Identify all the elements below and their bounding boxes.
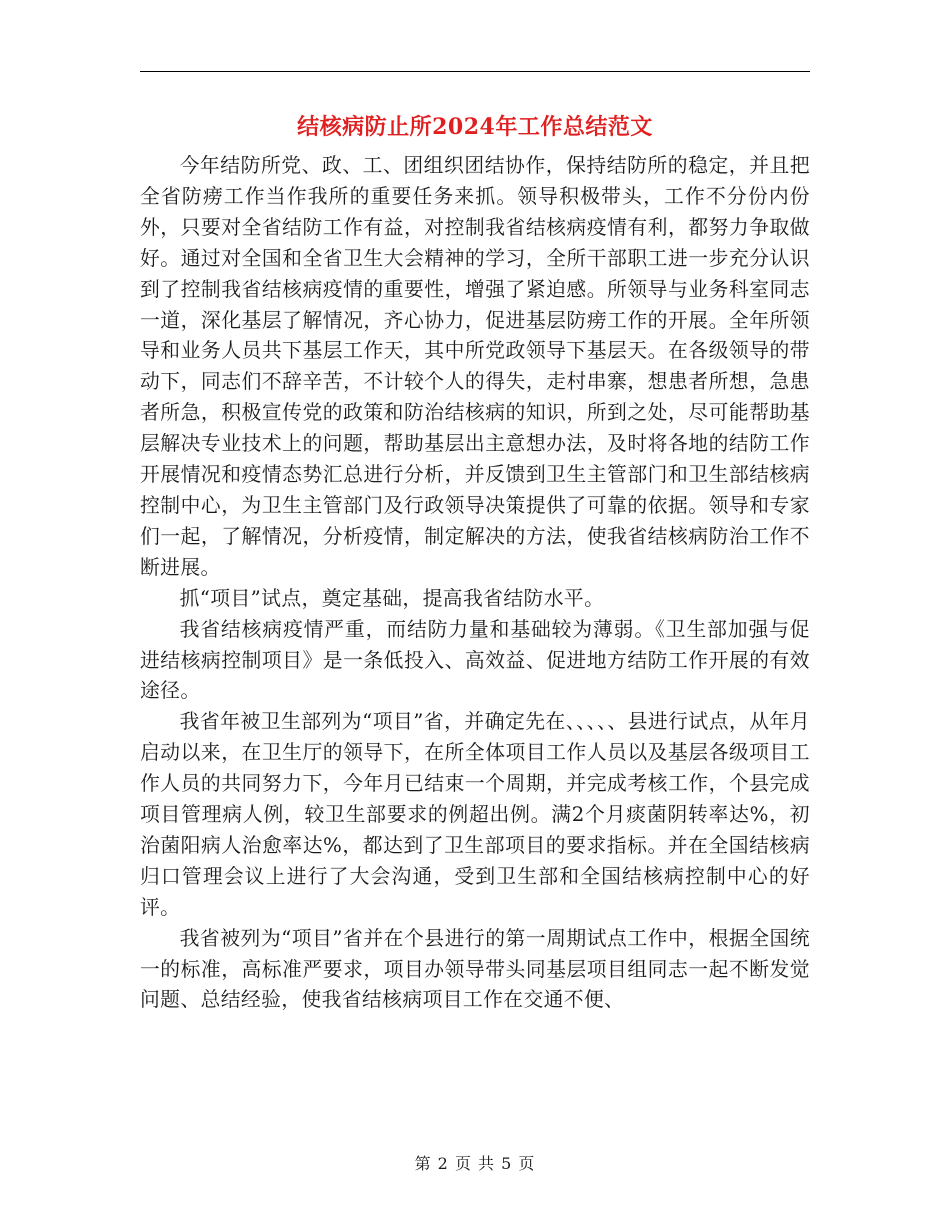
page-number: 第 2 页 共 5 页 bbox=[414, 1154, 536, 1173]
document-title: 结核病防止所2024年工作总结范文 bbox=[297, 114, 653, 140]
paragraph-4: 我省年被卫生部列为“项目”省，并确定先在、、、、、县进行试点，从年月启动以来，在卫生厅的领导下，在所全体项目工作人员以及基层各级项目工作人员的共同努力下，今年月已结束一个周期，并完成考核工作，个县完成项目管理病人例，较卫生部要求的例超出例。满2个月痰菌阴转率达%，初治菌阳病人治愈率达%，都达到了卫生部项目的要求指标。并在全国结核病归口管理会议上进行了大会沟通，受到卫生部和全国结核病控制中心的好评。 bbox=[140, 710, 810, 919]
document-body bbox=[140, 151, 810, 1016]
paragraph-5: 我省被列为“项目”省并在个县进行的第一周期试点工作中，根据全国统一的标准，高标准严要求，项目办领导带头同基层项目组同志一起不断发觉问题、总结经验，使我省结核病项目工作在交通不便、 bbox=[140, 926, 810, 1012]
header-rule bbox=[140, 71, 810, 72]
paragraph-2: 抓“项目”试点，奠定基础，提高我省结防水平。 bbox=[179, 586, 605, 610]
paragraph-1: 今年结防所党、政、工、团组织团结协作，保持结防所的稳定，并且把全省防痨工作当作我所的重要任务来抓。领导积极带头，工作不分份内份外，只要对全省结防工作有益，对控制我省结核病疫情有利，都努力争取做好。通过对全国和全省卫生大会精神的学习，全所干部职工进一步充分认识到了控制我省结核病疫情的重要性，增强了紧迫感。所领导与业务科室同志一道，深化基层了解情况，齐心协力，促进基层防痨工作的开展。全年所领导和业务人员共下基层工作天，其中所党政领导下基层天。在各级领导的带动下，同志们不辞辛苦，不计较个人的得失，走村串寨，想患者所想，急患者所急，积极宣传党的政策和防治结核病的知识，所到之处，尽可能帮助基层解决专业技术上的问题，帮助基层出主意想办法，及时将各地的结防工作开展情况和疫情态势汇总进行分析，并反馈到卫生主管部门和卫生部结核病控制中心，为卫生主管部门及行政领导决策提供了可靠的依据。领导和专家们一起，了解情况，分析疫情，制定解决的方法，使我省结核病防治工作不断进展。 bbox=[140, 154, 810, 579]
paragraph-3: 我省结核病疫情严重，而结防力量和基础较为薄弱。《卫生部加强与促进结核病控制项目》是一条低投入、高效益、促进地方结防工作开展的有效途径。 bbox=[140, 617, 810, 703]
